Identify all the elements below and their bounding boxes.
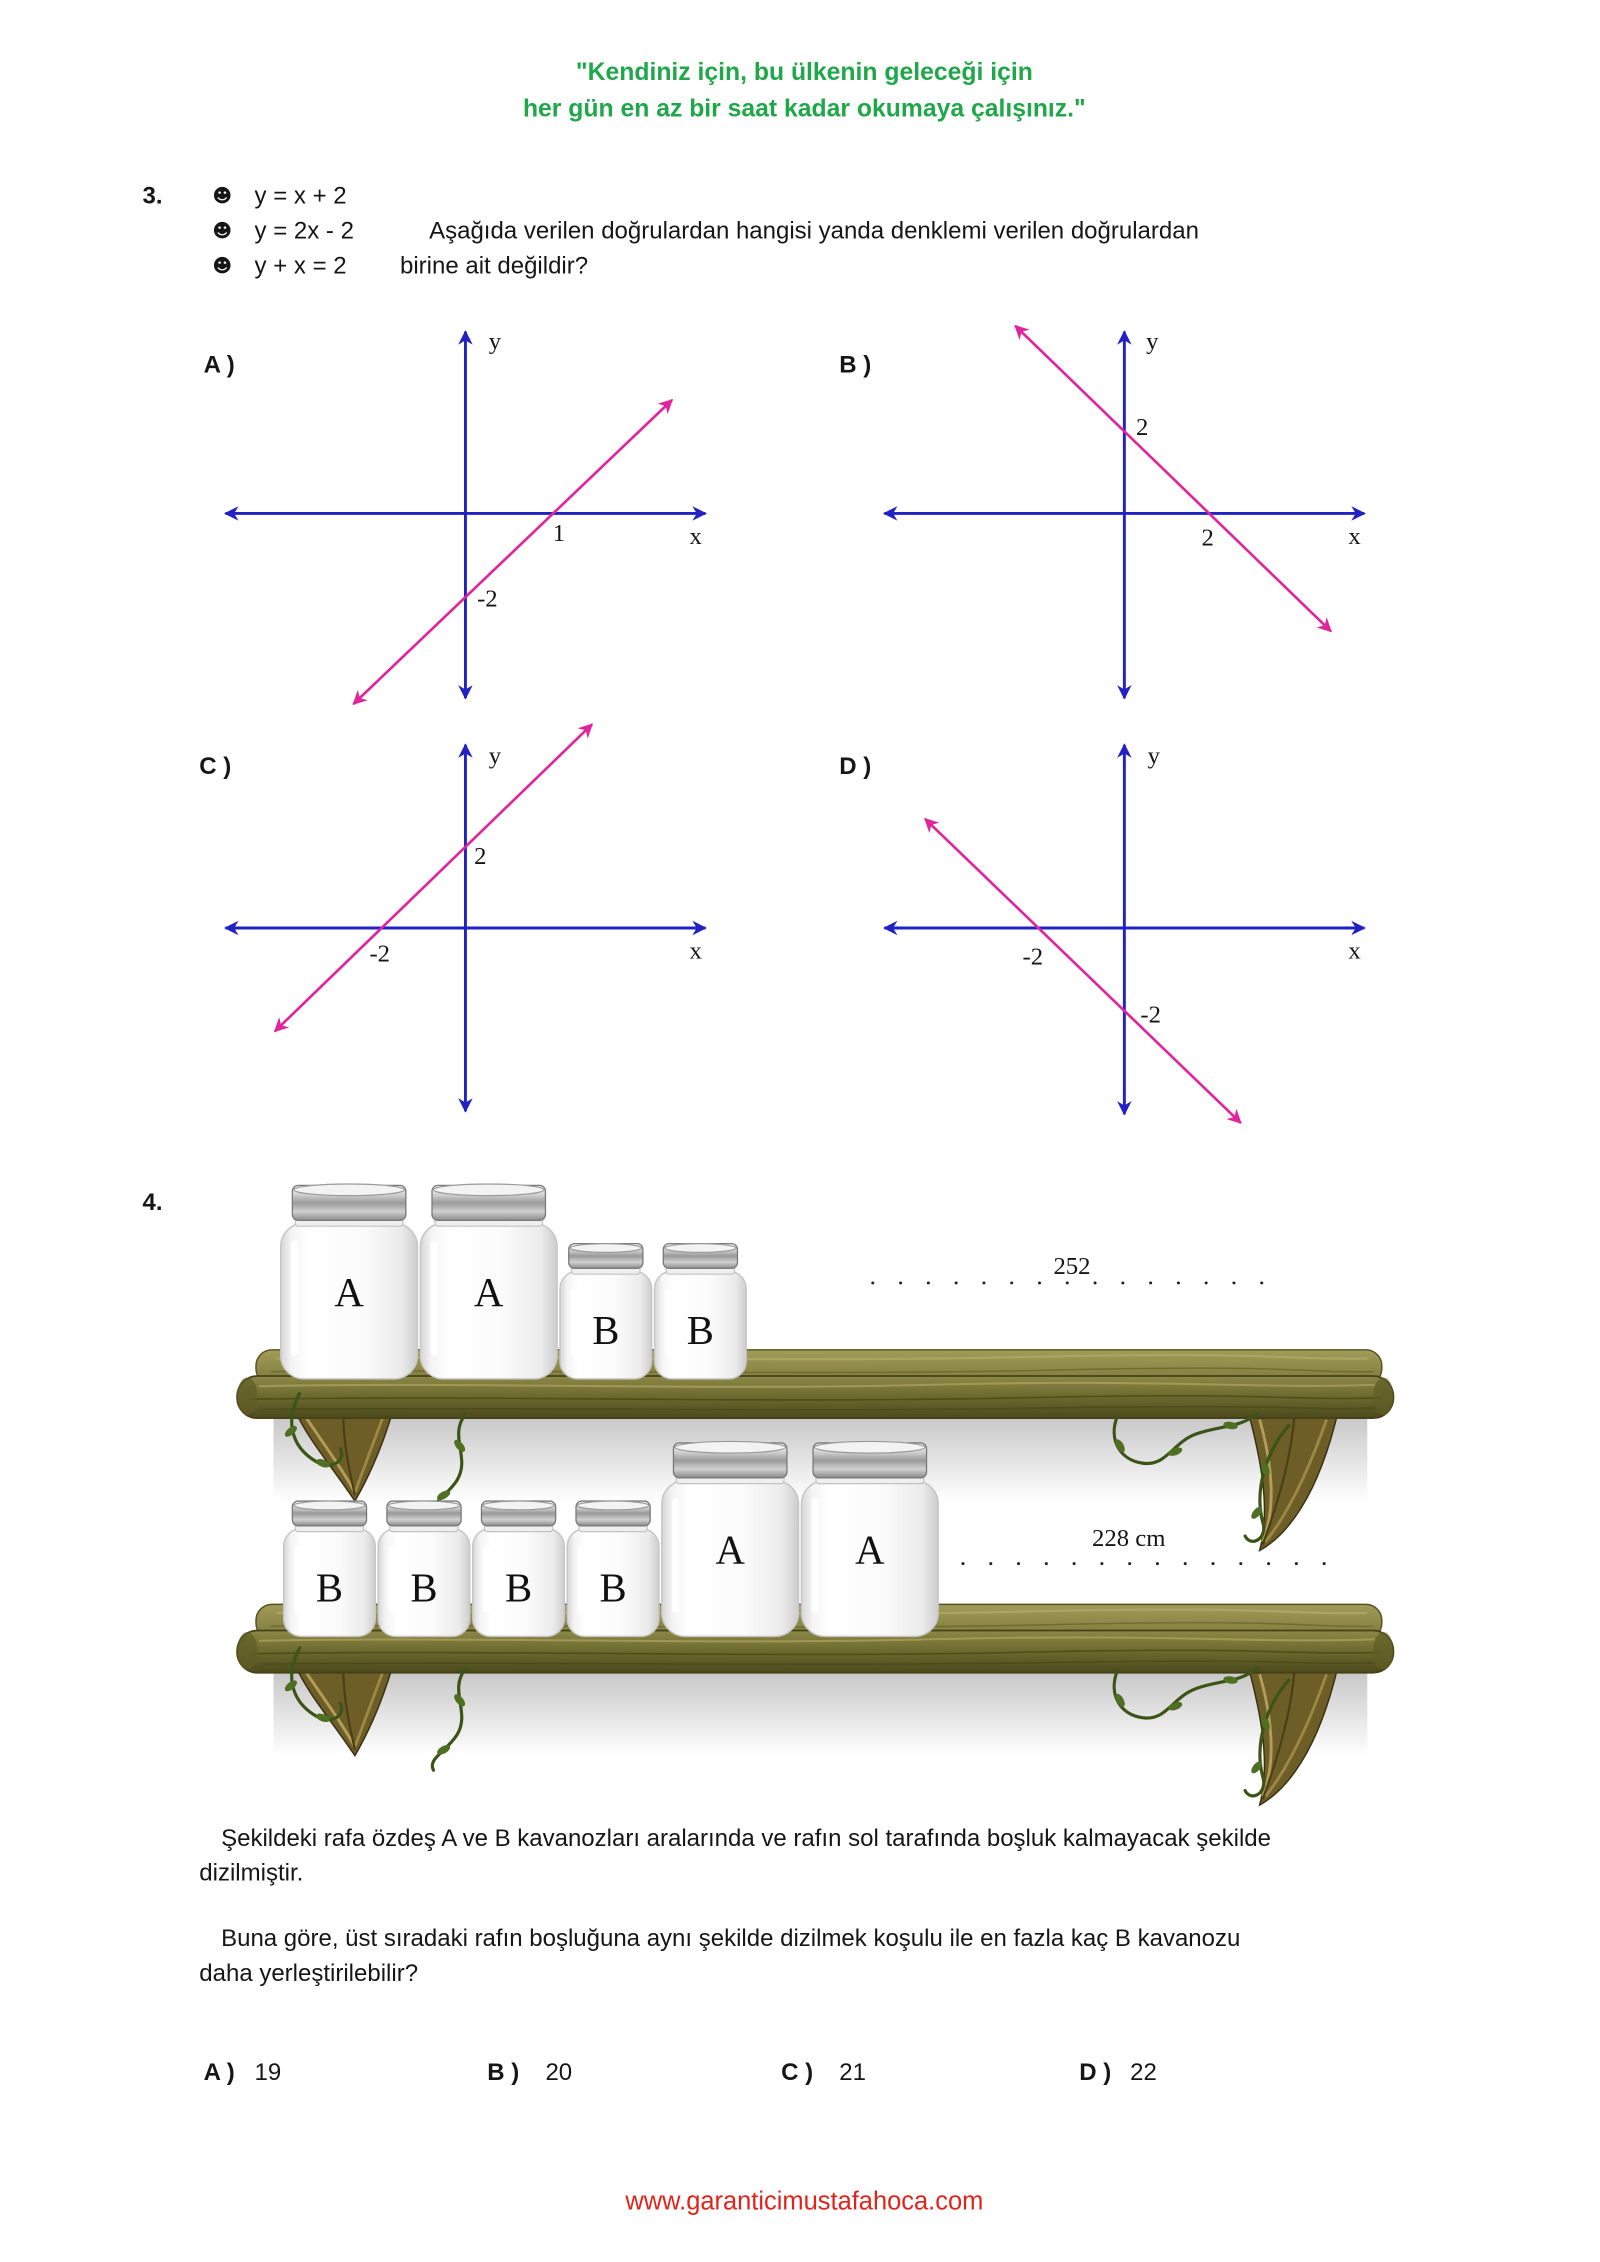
- answer-option-c-value[interactable]: 21: [839, 2059, 866, 2086]
- jar-lid-top: [483, 1501, 554, 1510]
- jar-lid-top: [577, 1501, 648, 1510]
- jar-lid-top: [570, 1244, 641, 1253]
- jar-b: [560, 1244, 652, 1379]
- question-3-prompt-line-1: Aşağıda verilen doğrulardan hangisi yanda denklemi verilen doğrulardan: [429, 218, 1199, 245]
- y-axis-label: y: [488, 328, 502, 356]
- x-axis-label: x: [1348, 522, 1361, 550]
- option-a-label[interactable]: A ): [203, 351, 235, 379]
- jar-label: B: [599, 1565, 627, 1611]
- answer-option-c-label[interactable]: C ): [781, 2059, 814, 2086]
- jar-lid-top: [433, 1184, 544, 1196]
- question-3-number: 3.: [142, 183, 163, 210]
- jar-b: [378, 1501, 470, 1636]
- graph-option-d: [884, 743, 1364, 1123]
- question-4-paragraph-2-line-1: Buna göre, üst sıradaki rafın boşluğuna aynı şekilde dizilmek koşulu ile en fazla kaç B kavanozu: [221, 1925, 1241, 1952]
- jar-highlight: [483, 1546, 490, 1613]
- answer-option-a-label[interactable]: A ): [203, 2059, 235, 2086]
- answer-option-b-value[interactable]: 20: [545, 2059, 573, 2086]
- answer-option-a-value[interactable]: 19: [254, 2059, 282, 2086]
- jar-a: [801, 1441, 938, 1636]
- jar-label: A: [474, 1270, 504, 1316]
- answer-option-d-label[interactable]: D ): [1079, 2059, 1112, 2086]
- y-intercept-label: 2: [474, 842, 487, 870]
- jar-lid-top: [665, 1244, 736, 1253]
- jar-highlight: [431, 1241, 438, 1356]
- option-d-label[interactable]: D ): [839, 753, 872, 780]
- jar-lid-top: [294, 1184, 405, 1196]
- jar-label: B: [410, 1565, 438, 1611]
- graph-option-b: [884, 326, 1364, 698]
- question-4-paragraph-2-line-2: daha yerleştirilebilir?: [199, 1960, 419, 1987]
- motto-line-1: "Kendiniz için, bu ülkenin geleceği için: [575, 58, 1033, 86]
- jar-label: B: [592, 1307, 620, 1353]
- jar-label: B: [315, 1565, 344, 1611]
- x-intercept-label: -2: [369, 940, 391, 968]
- graph-line: [1015, 326, 1331, 631]
- top-shelf-jars: [281, 1184, 746, 1379]
- x-axis-label: x: [1348, 937, 1361, 965]
- jar-a: [662, 1441, 799, 1636]
- footer-website-link[interactable]: www.garanticimustafahoca.com: [625, 2186, 984, 2216]
- jar-label: A: [334, 1270, 364, 1316]
- smiley-bullet-icon: ☻: [212, 186, 233, 208]
- top-gap-label: 252: [1053, 1253, 1091, 1281]
- jar-lid-top: [388, 1501, 459, 1510]
- graph-line: [275, 724, 592, 1031]
- jar-label: A: [715, 1527, 745, 1573]
- x-intercept-label: 2: [1201, 524, 1214, 552]
- motto-line-2: her gün en az bir saat kadar okumaya çalışınız.": [522, 94, 1086, 123]
- jar-highlight: [577, 1546, 584, 1613]
- smiley-bullet-icon: ☻: [212, 255, 233, 278]
- graph-option-c: [225, 724, 705, 1111]
- jar-lid-top: [815, 1441, 926, 1453]
- bottom-gap-label: 228 cm: [1091, 1525, 1166, 1553]
- equation-3: y + x = 2: [254, 253, 347, 280]
- graph-line: [353, 400, 672, 704]
- top-shelf-gap: [873, 1253, 1266, 1283]
- jar-b: [473, 1501, 565, 1636]
- question-3-prompt-line-2: birine ait değildir?: [399, 253, 589, 280]
- jar-highlight: [570, 1289, 577, 1356]
- jar-b: [284, 1501, 376, 1636]
- equation-1: y = x + 2: [254, 183, 347, 210]
- jar-a: [420, 1184, 557, 1379]
- jar-label: B: [686, 1307, 714, 1353]
- graph-line: [925, 819, 1241, 1123]
- x-axis-label: x: [689, 937, 702, 965]
- y-axis-label: y: [1146, 328, 1159, 356]
- option-b-label[interactable]: B ): [839, 351, 872, 379]
- jar-label: B: [504, 1565, 533, 1611]
- jar-highlight: [672, 1498, 679, 1613]
- y-axis-label: y: [1147, 742, 1160, 770]
- jar-highlight: [665, 1289, 672, 1356]
- graph-option-a: [225, 328, 705, 704]
- smiley-bullet-icon: ☻: [212, 221, 233, 243]
- jar-highlight: [388, 1546, 395, 1613]
- jar-highlight: [291, 1241, 298, 1356]
- jar-b: [567, 1501, 659, 1636]
- option-c-label[interactable]: C ): [199, 753, 232, 780]
- jar-label: A: [855, 1527, 885, 1573]
- question-4-paragraph-1-line-2: dizilmiştir.: [199, 1860, 304, 1887]
- jar-a: [281, 1184, 418, 1379]
- y-intercept-label: 2: [1135, 413, 1149, 441]
- y-axis-label: y: [488, 742, 502, 770]
- x-intercept-label: -2: [1022, 943, 1044, 971]
- question-4-number: 4.: [142, 1189, 163, 1216]
- y-intercept-label: -2: [1140, 1001, 1161, 1029]
- x-intercept-label: 1: [552, 520, 566, 548]
- jar-highlight: [294, 1546, 301, 1613]
- answer-option-b-label[interactable]: B ): [487, 2059, 520, 2086]
- y-intercept-label: -2: [477, 585, 498, 613]
- equation-2: y = 2x - 2: [254, 218, 354, 245]
- jar-lid-top: [675, 1441, 786, 1453]
- jar-highlight: [812, 1498, 819, 1613]
- jar-b: [655, 1244, 747, 1379]
- jar-lid-top: [294, 1501, 365, 1510]
- answer-option-d-value[interactable]: 22: [1130, 2059, 1157, 2086]
- x-axis-label: x: [689, 522, 702, 550]
- question-4-paragraph-1-line-1: Şekildeki rafa özdeş A ve B kavanozları aralarında ve rafın sol tarafında boşluk kalmayacak şekilde: [221, 1825, 1271, 1852]
